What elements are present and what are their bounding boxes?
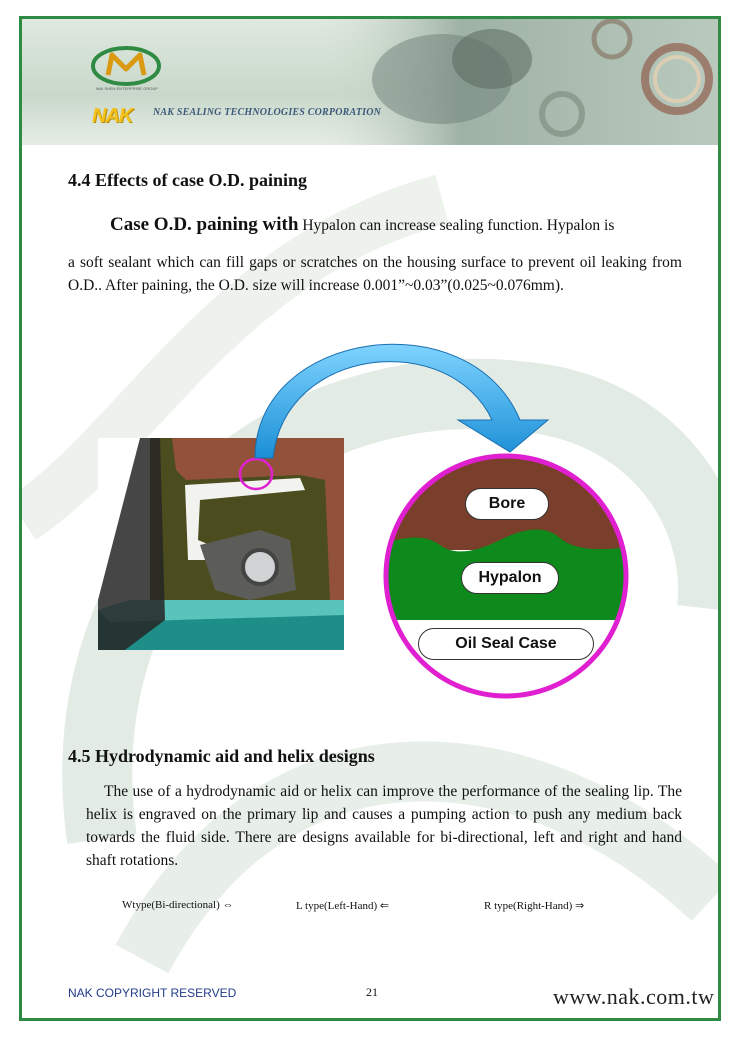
- hypalon-label: Hypalon: [461, 562, 559, 594]
- logo-group-text: MAI SHEN ENTERPRISE GROUP: [96, 86, 158, 91]
- website-url: www.nak.com.tw: [553, 984, 715, 1009]
- section-4-4-paragraph: a soft sealant which can fill gaps or scratches on the housing surface to prevent oil leaking from O.D.. After paining, the O.D. size will increase 0.001”~0.03”(0.025~0.076mm).: [68, 254, 682, 294]
- copyright-text: NAK COPYRIGHT RESERVED: [68, 986, 237, 1000]
- r-type-label: R type(Right-Hand) ⇒: [484, 900, 585, 912]
- first-line-rest: Hypalon can increase sealing function. Hypalon is: [298, 217, 615, 234]
- lead-text: Case O.D. paining with: [110, 214, 299, 235]
- section-4-5-heading: 4.5 Hydrodynamic aid and helix designs: [68, 746, 375, 766]
- oil-seal-case-label: Oil Seal Case: [418, 628, 594, 660]
- page-number: 21: [366, 985, 378, 999]
- section-4-5-paragraph: The use of a hydrodynamic aid or helix can improve the performance of the sealing lip. The helix is engraved on the primary lip and causes a pumping action to push any medium back towards the fluid side. There are designs available for bi-directional, left and right and hand shaft rotations.: [86, 783, 682, 869]
- bore-label: Bore: [465, 488, 549, 520]
- l-type-label: L type(Left-Hand) ⇐: [296, 900, 390, 912]
- corporation-name: NAK SEALING TECHNOLOGIES CORPORATION: [153, 107, 382, 118]
- nak-logo: NAK: [92, 105, 133, 127]
- section-4-4-heading: 4.4 Effects of case O.D. paining: [68, 170, 307, 190]
- w-type-label: Wtype(Bi-directional) ⇔: [122, 899, 234, 911]
- seal-cross-section-image: [98, 438, 344, 650]
